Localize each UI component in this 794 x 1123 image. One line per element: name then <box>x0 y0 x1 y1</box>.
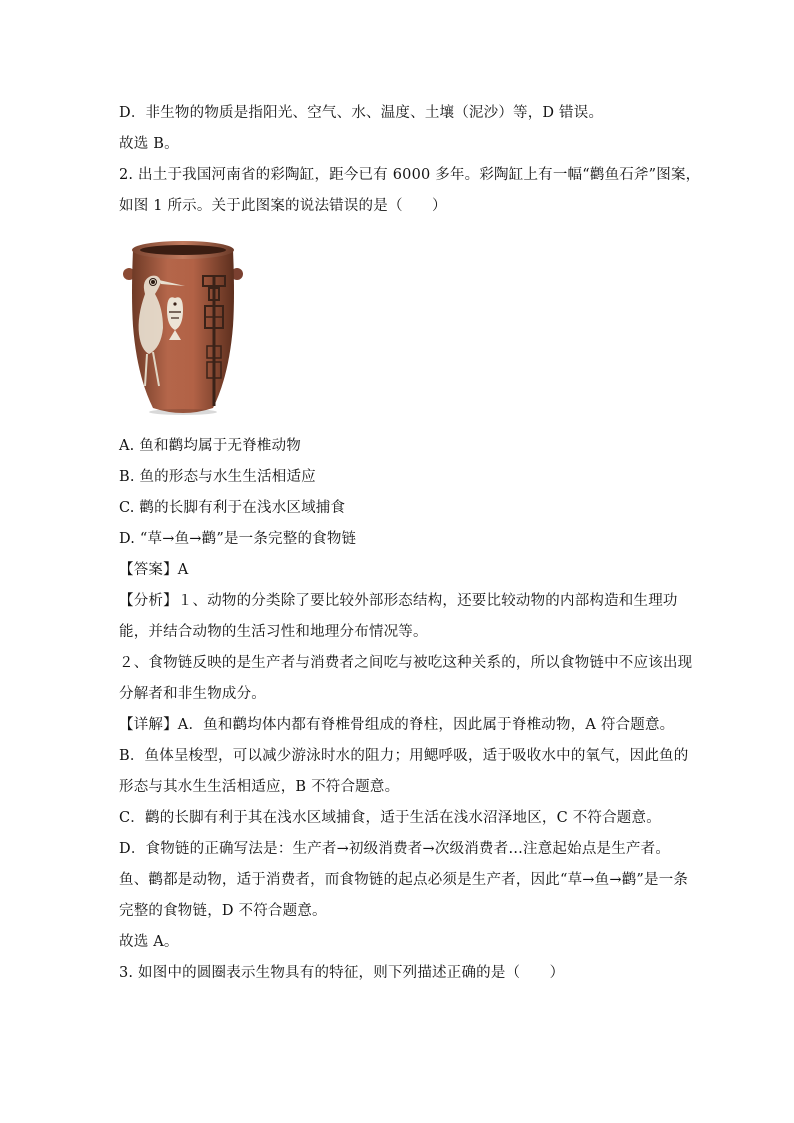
question-2-stem-cont: 如图 1 所示。关于此图案的说法错误的是（ ） <box>119 198 447 214</box>
explanation-line: 形态与其水生生活相适应，B 不符合题意。 <box>119 779 400 795</box>
explanation-line: 鱼、鹳都是动物，适于消费者，而食物链的起点必须是生产者，因此“草→鱼→鹳”是一条 <box>119 872 689 888</box>
question-2-stem: 2. 出土于我国河南省的彩陶缸，距今已有 6000 多年。彩陶缸上有一幅“鹳鱼石斧”图案， <box>119 167 701 183</box>
explanation-line: B．鱼体呈梭型，可以减少游泳时水的阻力；用鳃呼吸，适于吸收水中的氧气，因此鱼的 <box>119 748 689 764</box>
option-c: C. 鹳的长脚有利于在浅水区域捕食 <box>119 500 346 516</box>
analysis-line: 分解者和非生物成分。 <box>119 686 266 702</box>
explanation-line: D．食物链的正确写法是：生产者→初级消费者→次级消费者…注意起始点是生产者。 <box>119 841 671 857</box>
option-d: D. “草→鱼→鹳”是一条完整的食物链 <box>119 531 357 547</box>
option-a: A. 鱼和鹳均属于无脊椎动物 <box>119 438 301 454</box>
analysis-line: 能，并结合动物的生活习性和地理分布情况等。 <box>119 624 428 640</box>
answer-line: 【答案】A <box>119 562 189 578</box>
explanation-line: C．鹳的长脚有利于其在浅水区域捕食，适于生活在浅水沼泽地区，C 不符合题意。 <box>119 810 661 826</box>
text-line: 故选 B。 <box>119 136 179 152</box>
choice-line: 故选 A。 <box>119 934 179 950</box>
analysis-line: ２、食物链反映的是生产者与消费者之间吃与被吃这种关系的，所以食物链中不应该出现 <box>119 655 693 671</box>
analysis-line: 【分析】１、动物的分类除了要比较外部形态结构，还要比较动物的内部构造和生理功 <box>119 593 678 609</box>
text-line: D．非生物的物质是指阳光、空气、水、温度、土壤（泥沙）等，D 错误。 <box>119 105 604 121</box>
question-3-stem: 3. 如图中的圆圈表示生物具有的特征，则下列描述正确的是（ ） <box>119 965 565 981</box>
explanation-line: 完整的食物链，D 不符合题意。 <box>119 903 327 919</box>
painted-pottery-jar-image <box>119 236 247 420</box>
explanation-line: 【详解】A．鱼和鹳均体内都有脊椎骨组成的脊柱，因此属于脊椎动物，A 符合题意。 <box>119 717 675 733</box>
option-b: B. 鱼的形态与水生生活相适应 <box>119 469 316 485</box>
